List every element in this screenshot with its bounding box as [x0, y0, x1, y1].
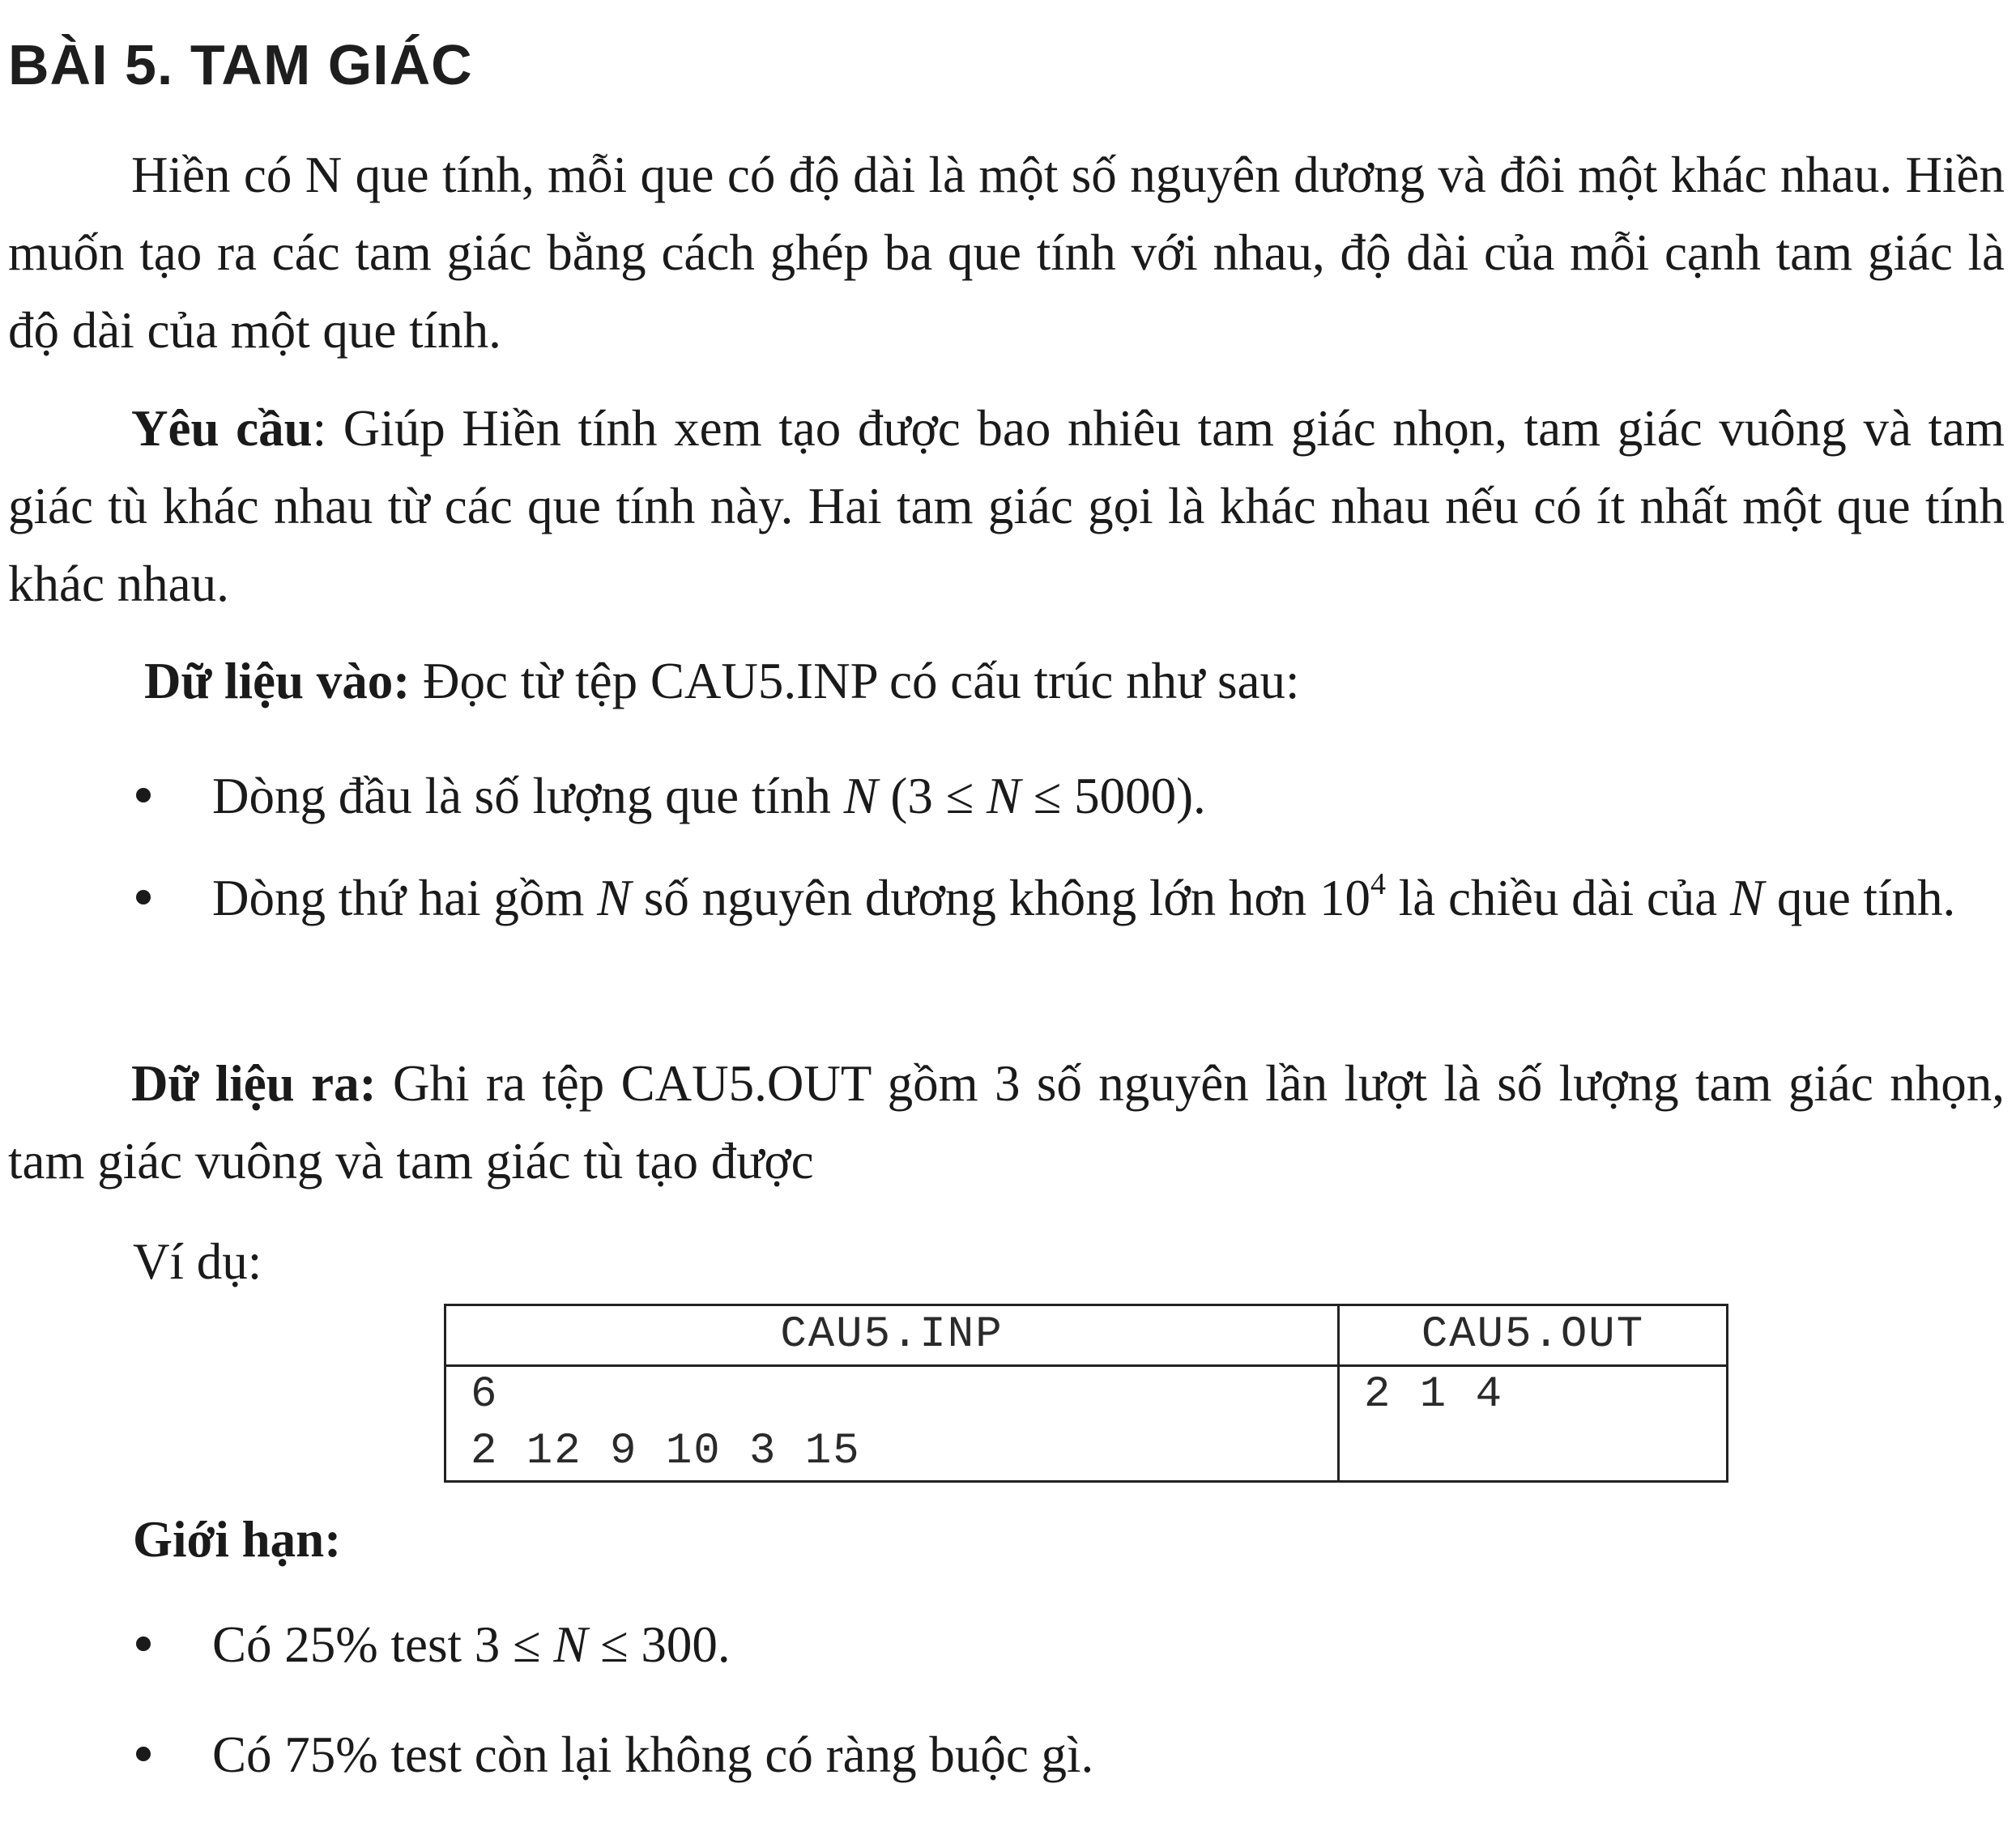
output-line: 2 1 4 — [1364, 1370, 1504, 1420]
input-paragraph — [144, 642, 2007, 720]
limits-label: Giới hạn: — [133, 1511, 342, 1568]
table-cell-input — [445, 1366, 1339, 1482]
requirement-paragraph — [8, 389, 2005, 623]
table-header-input: CAU5.INP — [445, 1305, 1339, 1366]
problem-title: BÀI 5. TAM GIÁC — [8, 33, 473, 96]
bullet-icon — [136, 1637, 151, 1651]
example-table — [444, 1304, 1728, 1483]
input-line: 2 12 9 10 3 15 — [471, 1427, 861, 1476]
input-line: 6 — [471, 1370, 499, 1420]
table-row — [445, 1366, 1728, 1482]
input-label: Dữ liệu vào: — [144, 653, 411, 709]
input-bullet-item: Dòng thứ hai gồm N số nguyên dương không lớn hơn $10^4$ là chiều dài của N que tính. — [0, 859, 2012, 937]
limits-bullet-item: Có 25% test 3 ≤ N ≤ 300. — [0, 1606, 2012, 1683]
output-paragraph — [8, 1045, 2005, 1200]
bullet-icon — [136, 788, 151, 802]
input-text: Đọc từ tệp CAU5.INP có cấu trúc như sau: — [410, 653, 1300, 709]
intro-paragraph — [8, 136, 2005, 369]
bullet-icon — [136, 890, 151, 904]
intro-text: Hiền có N que tính, mỗi que có độ dài là một số nguyên dương và đôi một khác nhau. Hiền muốn tạo ra các tam giác bằng cách ghép ba que tính với nhau, độ dài của mỗi cạnh tam giác là độ dài của một que tính. — [8, 147, 2005, 359]
table-cell-output — [1339, 1366, 1728, 1482]
table-header-output: CAU5.OUT — [1339, 1305, 1728, 1366]
limits-bullet-list — [0, 1606, 2012, 1826]
table-header-row — [445, 1305, 1728, 1366]
requirement-label: Yêu cầu — [131, 400, 313, 457]
output-label: Dữ liệu ra: — [131, 1055, 377, 1112]
example-label: Ví dụ: — [133, 1233, 262, 1290]
requirement-text: : Giúp Hiền tính xem tạo được bao nhiêu tam giác nhọn, tam giác vuông và tam giác tù khác nhau từ các que tính này. Hai tam giác gọi là khác nhau nếu có ít nhất một que tính khác nhau. — [8, 400, 2005, 612]
input-bullet-item: Dòng đầu là số lượng que tính N (3 ≤ N ≤ 5000). — [0, 757, 2012, 835]
limits-bullet-item: Có 75% test còn lại không có ràng buộc gì. — [0, 1716, 2012, 1794]
input-bullet-list — [0, 757, 2012, 961]
bullet-icon — [136, 1747, 151, 1761]
output-text: Ghi ra tệp CAU5.OUT gồm 3 số nguyên lần lượt là số lượng tam giác nhọn, tam giác vuông và tam giác tù tạo được — [8, 1055, 2005, 1190]
